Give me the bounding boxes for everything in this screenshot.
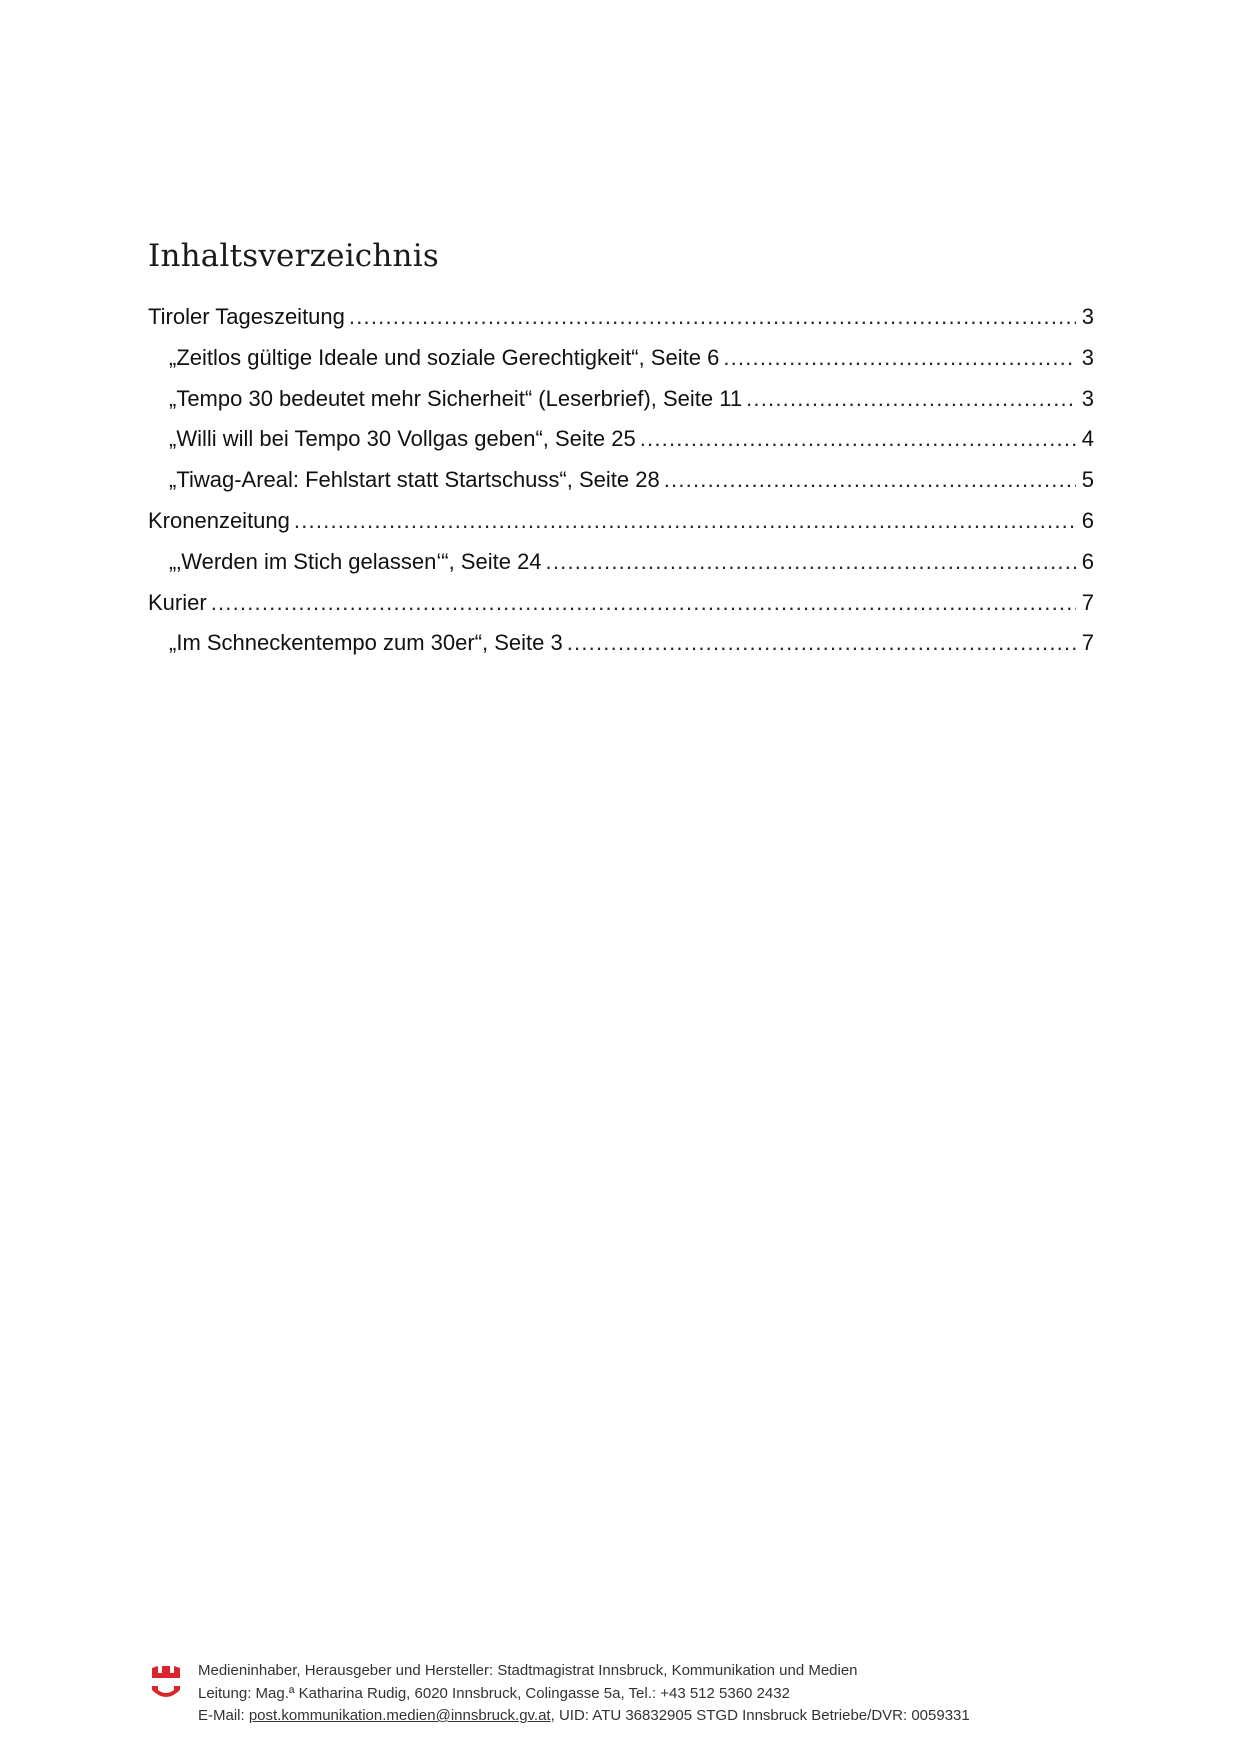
- toc-dot-leader: [567, 630, 1076, 656]
- toc-dot-leader: [640, 426, 1076, 452]
- toc-entry-page: 6: [1081, 548, 1094, 574]
- toc-entry[interactable]: [148, 549, 1094, 590]
- toc-dot-leader: [211, 590, 1076, 616]
- page-footer: [150, 1660, 1100, 1730]
- toc-entry-page: 3: [1081, 304, 1094, 329]
- toc-entry-label: „‚Werden im Stich gelassen‘“, Seite 24: [169, 548, 542, 574]
- footer-email-link[interactable]: post.kommunikation.medien@innsbruck.gv.at: [248, 1707, 551, 1724]
- toc-entry[interactable]: [148, 508, 1094, 549]
- toc-entry[interactable]: [148, 426, 1094, 467]
- toc-entry-label: Kronenzeitung: [148, 507, 290, 533]
- toc-entry[interactable]: [148, 630, 1094, 671]
- toc-entry[interactable]: [148, 345, 1094, 386]
- toc-entry-page: 5: [1081, 467, 1094, 493]
- toc-entry-page: 3: [1081, 344, 1094, 370]
- toc-entry-label: „Zeitlos gültige Ideale und soziale Gerechtigkeit“, Seite 6: [169, 344, 720, 370]
- toc-dot-leader: [723, 345, 1076, 371]
- footer-line-contact: [198, 1705, 970, 1728]
- toc-entry-label: „Tiwag-Areal: Fehlstart statt Startschuss“, Seite 28: [169, 467, 660, 493]
- toc-entry-page: 7: [1081, 589, 1094, 615]
- toc-entry-label: „Willi will bei Tempo 30 Vollgas geben“, Seite 25: [169, 426, 636, 452]
- toc-entry[interactable]: [148, 467, 1094, 508]
- toc-entry-label: Kurier: [148, 589, 207, 615]
- toc-entry-page: 6: [1081, 507, 1094, 533]
- toc-entry-page: 3: [1081, 385, 1094, 411]
- footer-line-publisher: Medieninhaber, Herausgeber und Hersteller: Stadtmagistrat Innsbruck, Kommunikation und Medien: [198, 1662, 858, 1679]
- footer-line-management: Leitung: Mag.ª Katharina Rudig, 6020 Innsbruck, Colingasse 5a, Tel.: +43 512 5360 2432: [198, 1684, 790, 1702]
- innsbruck-logo-icon: [150, 1664, 182, 1704]
- toc-entry[interactable]: [148, 590, 1094, 631]
- footer-uid-dvr: , UID: ATU 36832905 STGD Innsbruck Betriebe/DVR: 0059331: [550, 1707, 970, 1724]
- toc-entry-label: Tiroler Tageszeitung: [148, 304, 345, 329]
- toc-dot-leader: [546, 549, 1076, 575]
- toc-entry-page: 7: [1081, 630, 1094, 656]
- toc-dot-leader: [349, 304, 1076, 330]
- toc-entry-label: „Tempo 30 bedeutet mehr Sicherheit“ (Leserbrief), Seite 11: [169, 385, 743, 411]
- toc-dot-leader: [664, 467, 1076, 493]
- toc-entry[interactable]: [148, 304, 1094, 345]
- toc-entry-label: „Im Schneckentempo zum 30er“, Seite 3: [169, 630, 563, 656]
- toc-entry[interactable]: [148, 386, 1094, 427]
- toc-dot-leader: [294, 508, 1076, 534]
- footer-imprint: [198, 1660, 970, 1728]
- table-of-contents: [148, 304, 1094, 671]
- toc-dot-leader: [746, 386, 1076, 412]
- footer-email-prefix: E-Mail:: [198, 1707, 249, 1724]
- page-title: Inhaltsverzeichnis: [148, 238, 439, 274]
- toc-entry-page: 4: [1081, 426, 1094, 452]
